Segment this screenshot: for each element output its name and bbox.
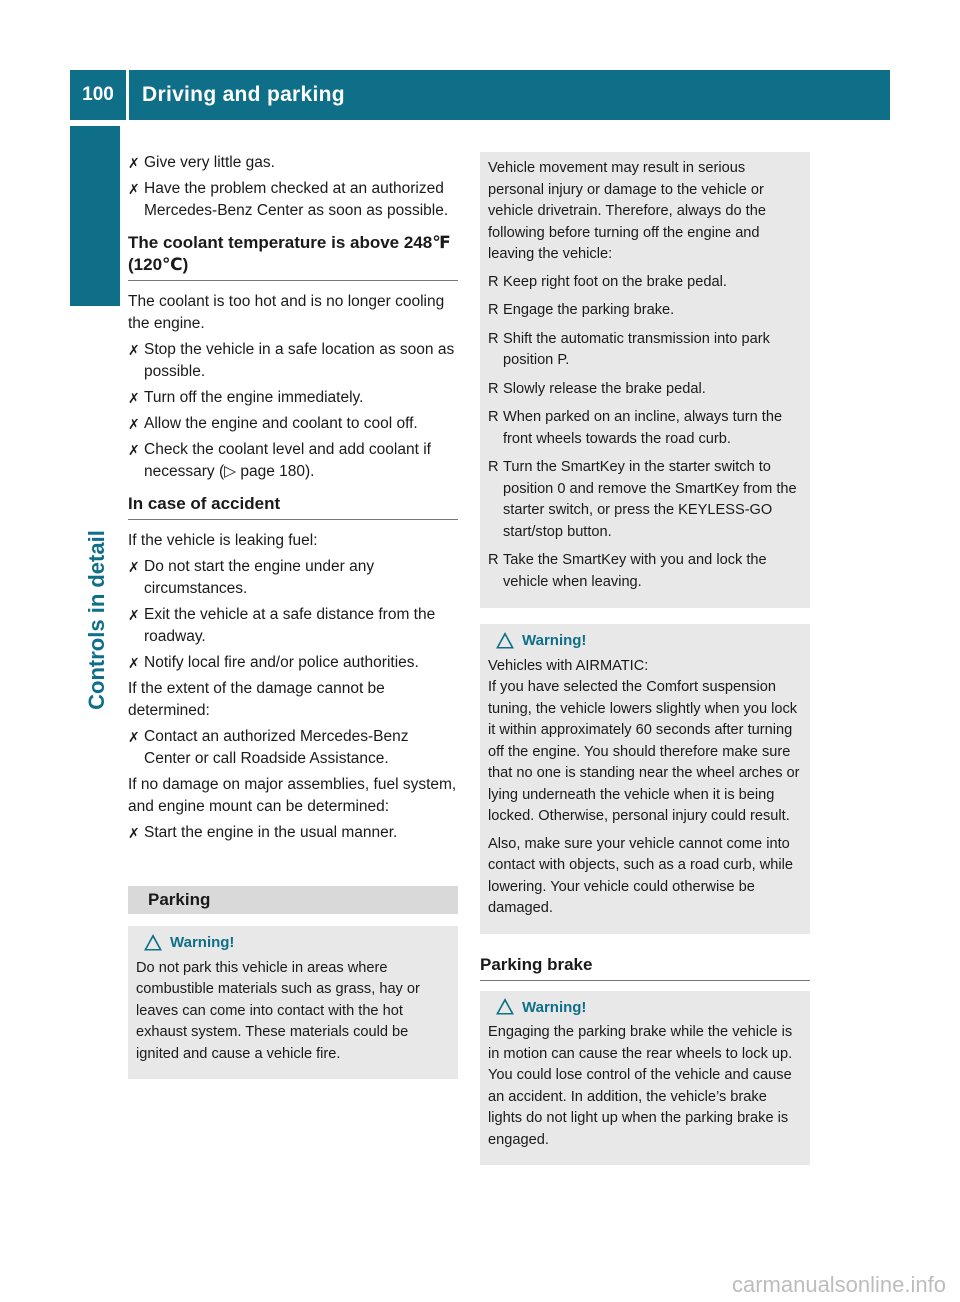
step-arrow-icon: ✗: [128, 416, 140, 432]
warning-text: Also, make sure your vehicle cannot come into contact with objects, such as a road curb, while lowering. Your vehicle could otherwise be damaged.: [488, 835, 794, 916]
step-item: ✗ Start the engine in the usual manner.: [128, 822, 458, 844]
bullet-icon: R: [488, 459, 499, 475]
coolant-heading: The coolant temperature is above 248℉ (120℃): [128, 232, 458, 281]
parking-warning-box: [128, 926, 458, 1079]
warning-text: If you have selected the Comfort suspension tuning, the vehicle lowers slightly when you lock it within approximately 60 seconds after turning off the engine. You should therefore make sure that no one is standing near the wheel arches or lying underneath the vehicle when it is being locked. Otherwise, personal injury could result.: [488, 679, 800, 824]
movement-info-box: [480, 152, 810, 608]
warning-text: Engaging the parking brake while the vehicle is in motion can cause the rear wheels to lock up. You could lose control of the vehicle and cause an accident. In addition, the vehicle’s brake lights do not light up when the parking brake is engaged.: [488, 1024, 793, 1148]
accident-intro: If the vehicle is leaking fuel:: [128, 532, 318, 549]
accident-paragraph: If no damage on major assemblies, fuel system, and engine mount can be determined:: [128, 776, 457, 815]
list-item: R Keep right foot on the brake pedal.: [488, 272, 802, 294]
side-tab-label: Controls in detail: [84, 530, 109, 710]
left-column: [128, 152, 458, 1079]
list-item: R When parked on an incline, always turn the front wheels towards the road curb.: [488, 409, 783, 447]
parking-heading: Parking: [128, 886, 458, 914]
warning-icon: [496, 632, 514, 650]
step-item: ✗ Allow the engine and coolant to cool off.: [128, 413, 458, 435]
warning-header: Warning!: [488, 630, 802, 652]
header-divider: [126, 70, 129, 120]
accident-paragraph: If the extent of the damage cannot be determined:: [128, 680, 385, 719]
warning-icon: [144, 934, 162, 952]
warning-header: Warning!: [488, 997, 802, 1019]
airmatic-warning-box: [480, 624, 810, 934]
step-arrow-icon: ✗: [128, 390, 140, 406]
list-item: R Take the SmartKey with you and lock the vehicle when leaving.: [488, 552, 767, 590]
list-item: R Shift the automatic transmission into park position P.: [488, 330, 770, 368]
bullet-icon: R: [488, 409, 499, 425]
bullet-icon: R: [488, 273, 499, 290]
step-arrow-icon: ✗: [128, 342, 140, 358]
bullet-icon: R: [488, 330, 499, 347]
coolant-intro: The coolant is too hot and is no longer cooling the engine.: [128, 293, 445, 332]
step-arrow-icon: ✗: [128, 442, 140, 458]
step-item: ✗ Give very little gas.: [128, 152, 458, 174]
step-arrow-icon: ✗: [128, 729, 140, 745]
footer-watermark: carmanualsonline.info: [731, 1272, 946, 1297]
step-item: ✗ Notify local fire and/or police authorities.: [128, 652, 458, 674]
step-arrow-icon: ✗: [128, 825, 140, 841]
section-title: Driving and parking: [142, 83, 345, 106]
bullet-icon: R: [488, 302, 499, 318]
step-item: ✗ Have the problem checked at an authorized Mercedes-Benz Center as soon as possible.: [128, 180, 449, 219]
step-item: ✗ Turn off the engine immediately.: [128, 387, 458, 409]
step-arrow-icon: ✗: [128, 559, 140, 575]
right-column: [480, 152, 810, 1165]
page-number: 100: [82, 84, 114, 105]
accident-heading: In case of accident: [128, 493, 458, 520]
warning-subtitle: Vehicles with AIRMATIC:: [488, 657, 649, 674]
step-arrow-icon: ✗: [128, 655, 140, 671]
parking-brake-warning-box: [480, 991, 810, 1166]
warning-text: Do not park this vehicle in areas where combustible materials such as grass, hay or leaves can come into contact with the hot exhaust system. These materials could be ignited and cause a vehicle fire.: [136, 959, 420, 1062]
step-item: ✗ Contact an authorized Mercedes-Benz Center or call Roadside Assistance.: [128, 728, 409, 767]
parking-brake-heading: Parking brake: [480, 954, 810, 981]
list-item: R Turn the SmartKey in the starter switch to position 0 and remove the SmartKey from the starter switch, or press the KEYLESS-GO start/stop button.: [488, 459, 797, 540]
step-arrow-icon: ✗: [128, 155, 140, 171]
warning-icon: [496, 998, 514, 1016]
step-item: ✗ Check the coolant level and add coolant if necessary (▷ page 180).: [128, 441, 431, 480]
list-item: R Slowly release the brake pedal.: [488, 379, 802, 401]
warning-header: Warning!: [136, 932, 450, 954]
list-item: R Engage the parking brake.: [488, 300, 802, 322]
bullet-icon: R: [488, 552, 499, 568]
step-item: ✗ Do not start the engine under any circumstances.: [128, 558, 375, 597]
movement-intro: Vehicle movement may result in serious personal injury or damage to the vehicle or vehicle drivetrain. Therefore, always do the following before turning off the engine and leaving the vehicle:: [488, 160, 766, 262]
step-item: ✗ Exit the vehicle at a safe distance from the roadway.: [128, 606, 436, 645]
step-item: ✗ Stop the vehicle in a safe location as soon as possible.: [128, 341, 455, 380]
step-arrow-icon: ✗: [128, 181, 140, 197]
side-tab-block: [70, 126, 120, 306]
step-arrow-icon: ✗: [128, 607, 140, 623]
bullet-icon: R: [488, 380, 499, 397]
